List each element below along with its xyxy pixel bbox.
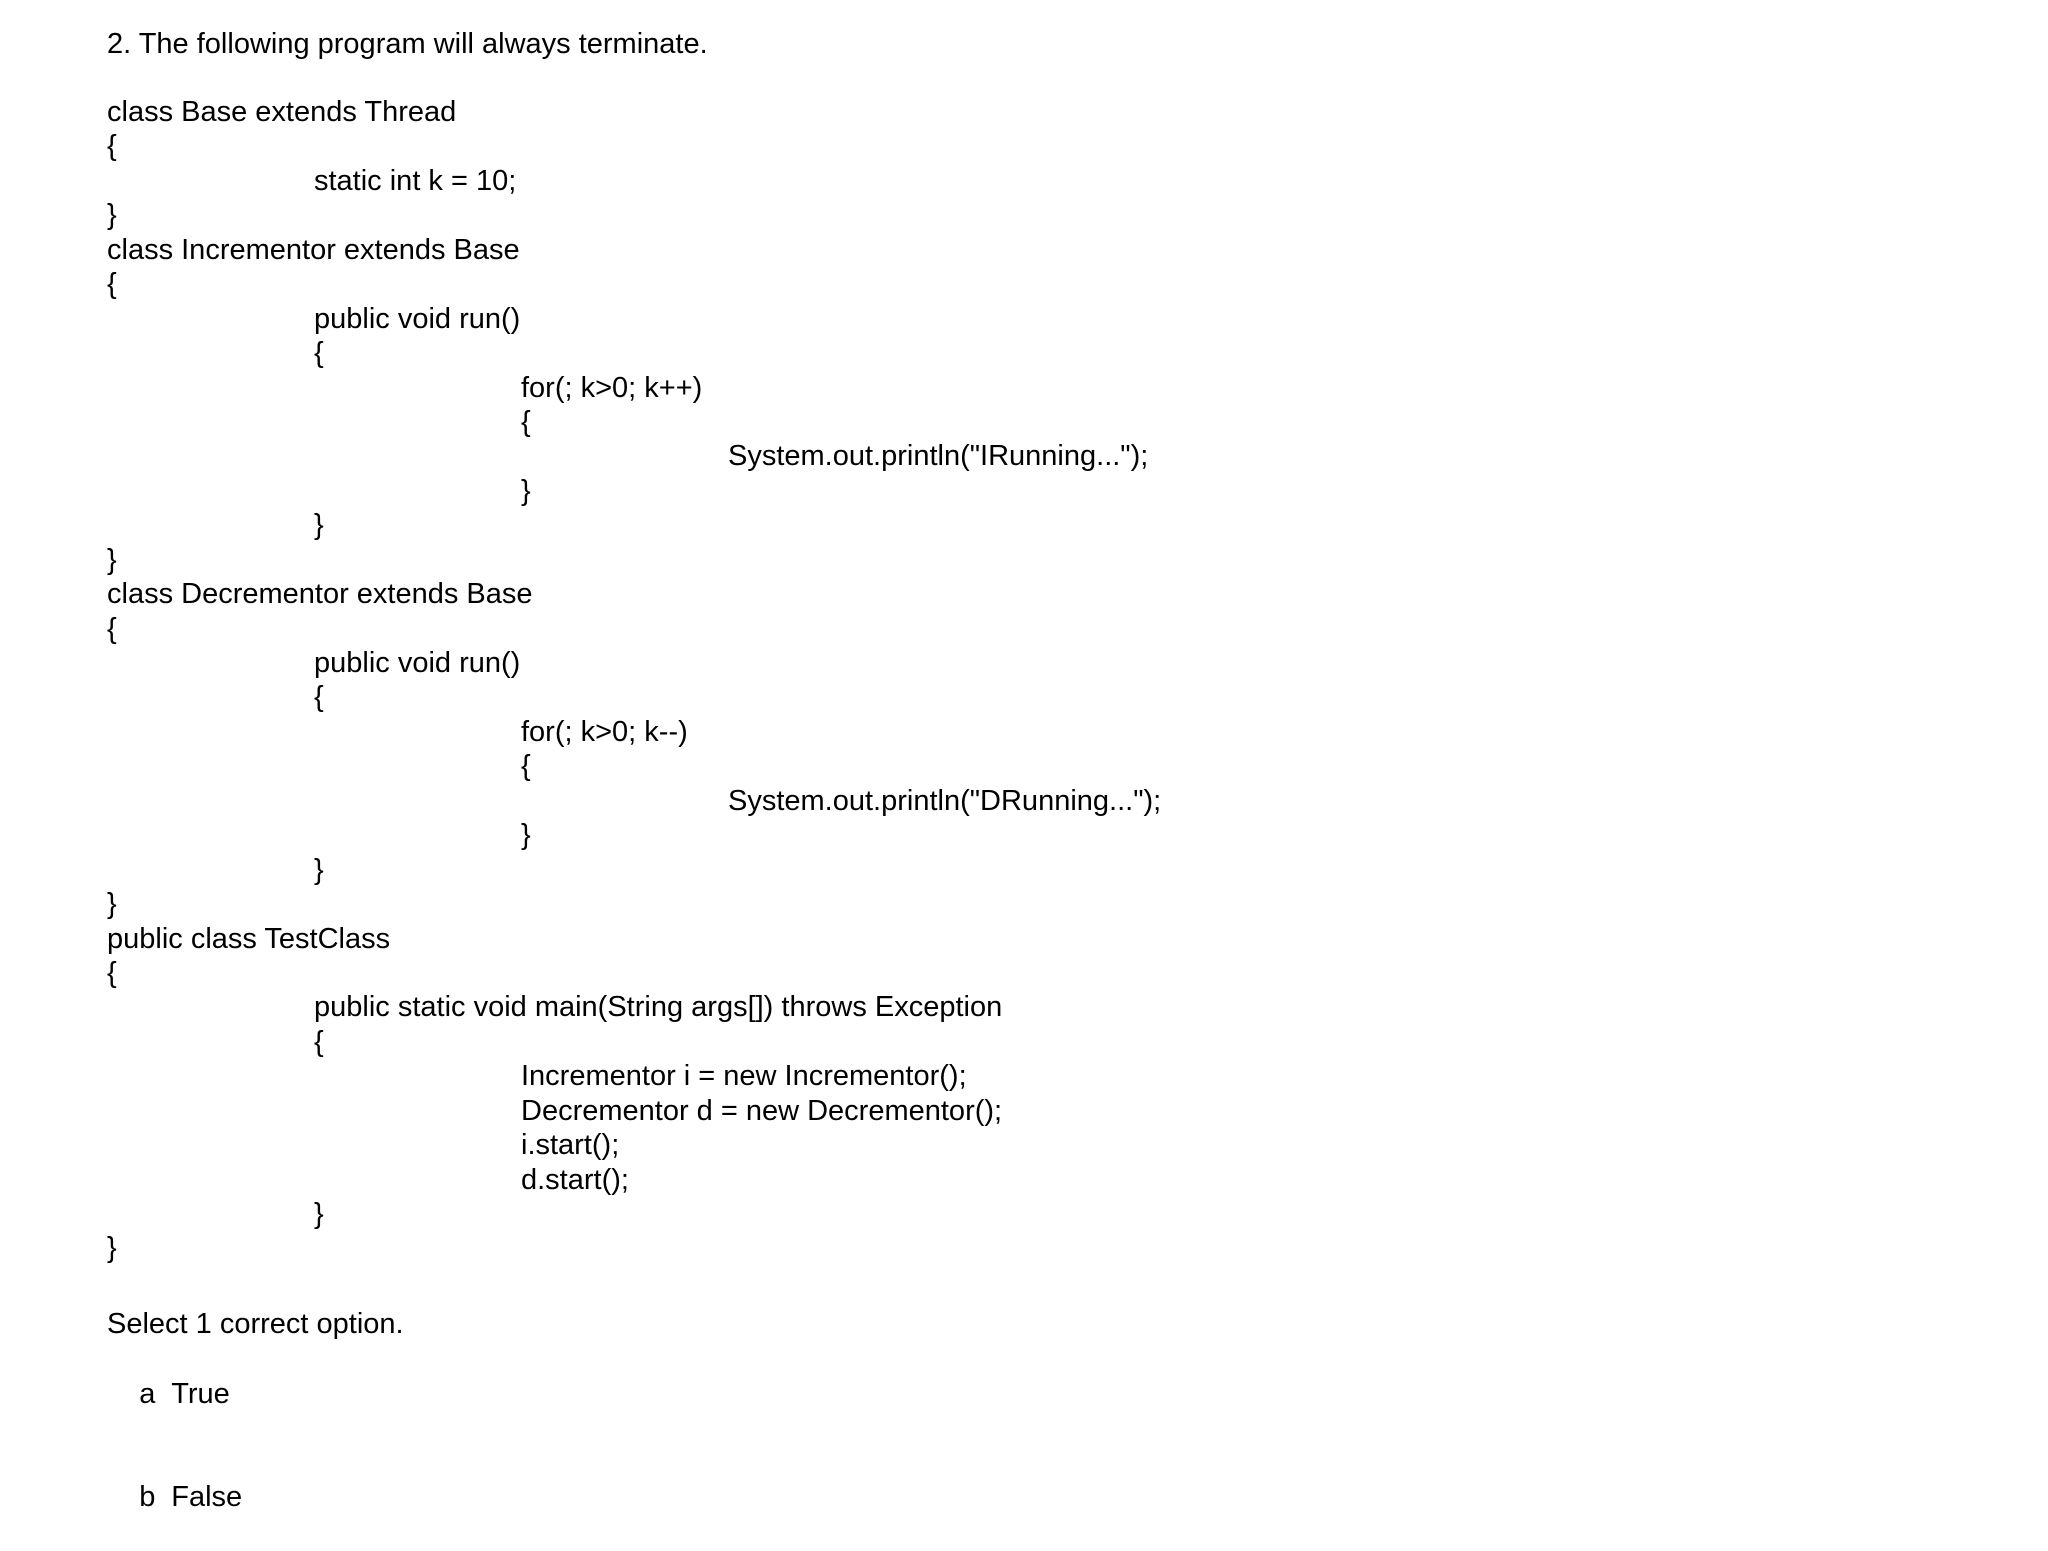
code-text: public static void main(String args[]) throws Exception — [314, 991, 1003, 1024]
option-b[interactable] — [107, 1443, 242, 1551]
option-label: True — [171, 1378, 230, 1410]
question-title: 2. The following program will always terminate. — [107, 28, 708, 60]
code-text: Incrementor i = new Incrementor(); — [521, 1060, 967, 1093]
code-text: { — [314, 1025, 324, 1058]
option-label: False — [171, 1481, 243, 1513]
code-text: } — [107, 888, 117, 921]
code-text: } — [521, 819, 531, 852]
code-text: class Decrementor extends Base — [107, 578, 533, 611]
code-text: class Base extends Thread — [107, 96, 457, 128]
code-text: { — [521, 405, 531, 438]
code-text: { — [107, 956, 117, 989]
code-text: Decrementor d = new Decrementor(); — [521, 1094, 1003, 1127]
code-text: for(; k>0; k++) — [521, 371, 703, 404]
code-text: } — [314, 853, 324, 886]
select-prompt: Select 1 correct option. — [107, 1308, 404, 1340]
code-text: } — [314, 1198, 324, 1230]
code-text: { — [314, 681, 324, 714]
code-text: } — [107, 1232, 117, 1265]
code-text: d.start(); — [521, 1163, 629, 1196]
option-a[interactable] — [107, 1340, 230, 1448]
code-text: } — [314, 509, 324, 542]
code-text: System.out.println("IRunning..."); — [728, 440, 1149, 473]
option-letter: b — [139, 1481, 156, 1513]
code-text: { — [314, 337, 324, 370]
code-text: { — [107, 130, 117, 163]
option-letter: a — [139, 1378, 156, 1410]
code-text: i.start(); — [521, 1129, 620, 1162]
code-text: static int k = 10; — [314, 164, 517, 197]
code-text: class Incrementor extends Base — [107, 233, 520, 266]
code-text: { — [107, 612, 117, 645]
code-text: public class TestClass — [107, 922, 391, 955]
code-text: public void run() — [314, 302, 521, 335]
code-text: for(; k>0; k--) — [521, 715, 688, 748]
code-text: } — [107, 543, 117, 576]
code-text: public void run() — [314, 647, 521, 679]
code-text: System.out.println("DRunning..."); — [728, 784, 1162, 817]
code-text: { — [521, 750, 531, 783]
code-text: } — [521, 474, 531, 507]
code-text: } — [107, 199, 117, 232]
code-text: { — [107, 268, 117, 301]
